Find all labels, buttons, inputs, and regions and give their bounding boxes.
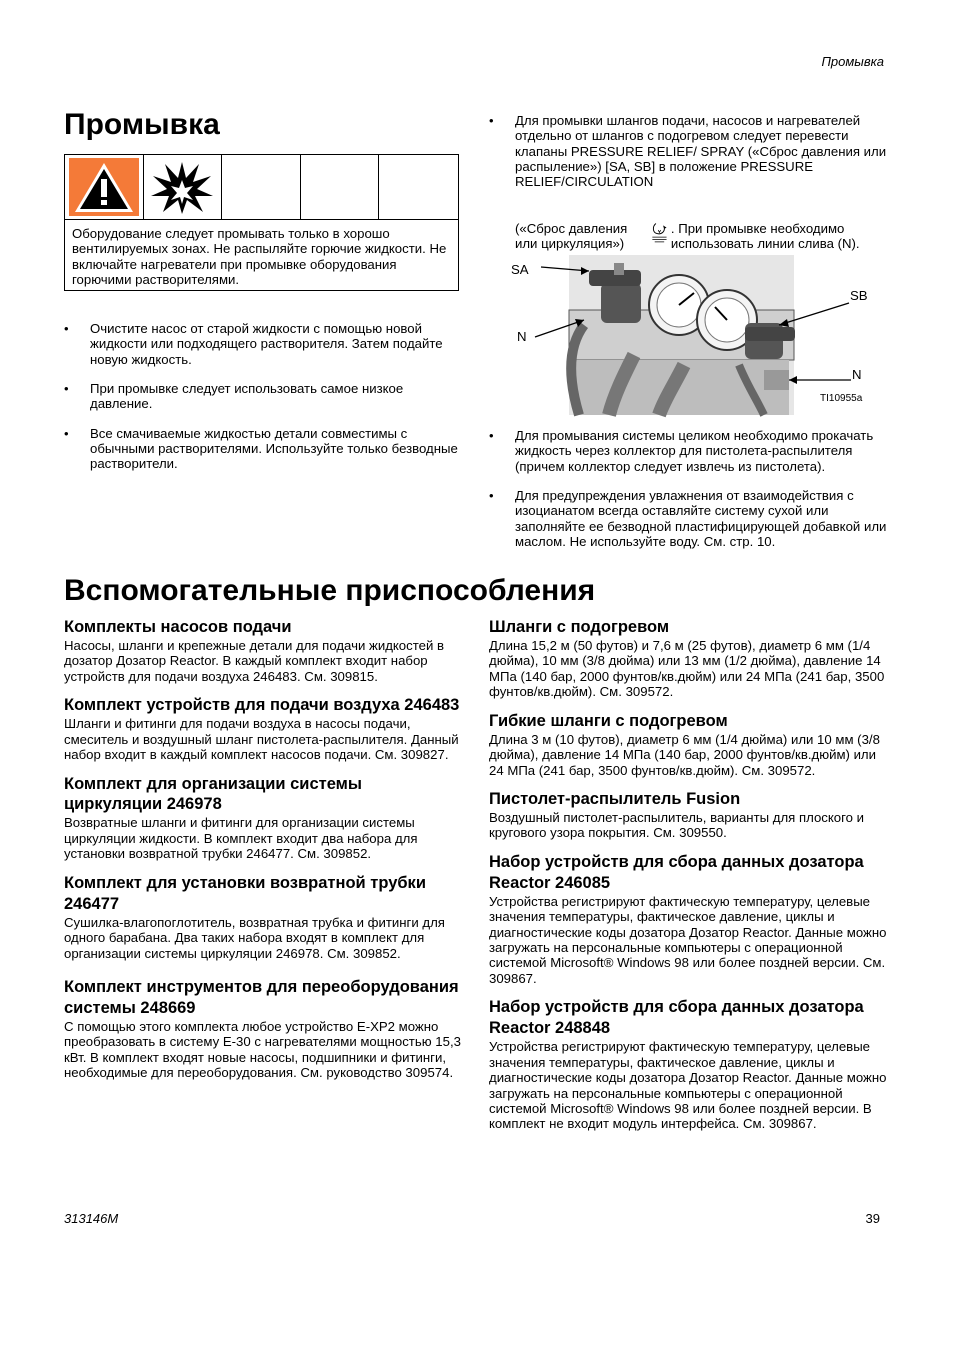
accessory-item bbox=[489, 852, 887, 987]
label-sb: SB bbox=[850, 288, 868, 303]
accessory-item bbox=[489, 997, 887, 1132]
flushing-right-list-top bbox=[489, 113, 887, 190]
accessory-item bbox=[489, 789, 887, 841]
list-item: • Для промывания системы целиком необходимо прокачать жидкость через коллектор для пистолета-распылителя (причем коллектор следует извлечь из пистолета). bbox=[489, 428, 887, 474]
flushing-left-list bbox=[64, 321, 460, 472]
item-heading: Шланги с подогревом bbox=[489, 618, 670, 636]
list-item: • Все смачиваемые жидкостью детали совместимы с обычными растворителями. Используйте только безводные растворители. bbox=[64, 426, 460, 472]
empty-cell bbox=[222, 155, 301, 219]
item-text: Устройства регистрируют фактическую температуру, целевые значения температуры, фактическое давление, циклы и диагностические коды дозатора Дозатор Reactor. Данные можно загружать на персональные компьютеры с операционной системой Microsoft® Windows 98 или более поздней версии. См. 309867. bbox=[489, 893, 887, 986]
item-heading: Набор устройств для сбора данных дозатора Reactor 248848 bbox=[489, 998, 864, 1038]
figure-ref: TI10955a bbox=[820, 393, 863, 404]
item-heading: Комплект для организации системы циркуляции 246978 bbox=[64, 774, 362, 814]
valve-figure bbox=[489, 255, 889, 420]
empty-cell bbox=[301, 155, 380, 219]
accessory-item bbox=[64, 617, 462, 684]
running-header: Промывка bbox=[821, 54, 884, 69]
item-heading: Набор устройств для сбора данных дозатора Reactor 246085 bbox=[489, 852, 864, 892]
item-heading: Комплект для установки возвратной трубки 246477 bbox=[64, 873, 426, 913]
bullet-text: Для промывки шлангов подачи, насосов и нагревателей отдельно от шлангов с подогревом следует перевести клапаны PRESSURE RELIEF/ SPRAY («Сброс давления или распыление») [SA, SB] в положение PRESSURE RELIEF/CIRCULATION bbox=[515, 113, 887, 190]
item-text: Воздушный пистолет-распылитель, варианты для плоского и кругового узора покрытия. См. 309550. bbox=[489, 809, 865, 841]
warning-text: Оборудование следует промывать только в хорошо вентилируемых зонах. Не распыляйте горючие жидкости. Не включайте нагреватели при промывке оборудования горючими растворителями. bbox=[72, 226, 447, 287]
accessory-item bbox=[64, 774, 462, 862]
accessories-right-column bbox=[489, 617, 887, 1143]
warning-symbol-cell bbox=[65, 155, 144, 219]
item-text: Сушилка-влагопоглотитель, возвратная трубка и фитинги для одного барабана. Два таких набора входят в комплект для организации системы циркуляции 246978. См. 309852. bbox=[64, 914, 445, 961]
item-text: Устройства регистрируют фактическую температуру, целевые значения температуры, фактическое давление, циклы и диагностические коды дозатора Дозатор Reactor. Данные можно загружать на персональные компьютеры с операционной системой Microsoft® Windows 98 или более поздней версии. В комплект не входит модуль интерфейса. См. 309867. bbox=[489, 1039, 887, 1132]
doc-number: 313146M bbox=[64, 1211, 119, 1226]
accessory-item bbox=[64, 695, 462, 762]
accessories-left-column bbox=[64, 617, 462, 1092]
list-item: • Очистите насос от старой жидкости с помощью новой жидкости или подходящего растворителя. Затем подайте новую жидкость. bbox=[64, 321, 460, 367]
page-number: 39 bbox=[865, 1211, 880, 1226]
label-n: N bbox=[852, 367, 862, 382]
label-n: N bbox=[517, 329, 527, 344]
pressure-relief-line bbox=[515, 198, 887, 252]
item-text: Насосы, шланги и крепежные детали для подачи жидкостей в дозатор Дозатор Reactor. В каждый комплект входит набор устройств для подачи воздуха 246483. См. 309815. bbox=[64, 637, 444, 684]
section-title-accessories: Вспомогательные приспособления bbox=[64, 574, 596, 607]
list-item: • При промывке следует использовать самое низкое давление. bbox=[64, 381, 460, 412]
item-text: Шланги и фитинги для подачи воздуха в насосы подачи, смеситель и воздушный шланг пистолета-распылителя. Данный набор входит в каждый комплект насосов подачи. См. 309827. bbox=[64, 716, 459, 763]
item-heading: Гибкие шланги с подогревом bbox=[489, 711, 728, 730]
item-text: Возвратные шланги и фитинги для организации системы циркуляции жидкости. В комплект входит два набора для установки возвратной трубки 246477. См. 309852. bbox=[64, 815, 418, 862]
explosion-icon bbox=[149, 158, 215, 216]
flushing-right-list bbox=[489, 428, 887, 549]
accessory-item bbox=[489, 617, 887, 700]
warning-box bbox=[64, 154, 459, 291]
item-text: Длина 3 м (10 футов), диаметр 6 мм (1/4 дюйма) или 10 мм (3/8 дюйма), давление 14 МПа (140 бар, 2000 фунтов/кв.дюйм) или 24 МПа (241 бар, 3500 фунтов/кв.дюйм). См. 309572. bbox=[489, 731, 880, 778]
circulation-valve-icon bbox=[650, 214, 669, 252]
list-item: • Для предупреждения увлажнения от взаимодействия с изоцианатом всегда оставляйте систему сухой или заполняйте ее безводной пластифицирующей добавкой или маслом. Не используйте воду. См. стр. 10. bbox=[489, 488, 887, 549]
explosion-symbol-cell bbox=[144, 155, 223, 219]
warning-triangle-icon bbox=[69, 158, 139, 216]
item-text: Длина 15,2 м (50 футов) и 7,6 м (25 футов), диаметр 6 мм (1/4 дюйма), 10 мм (3/8 дюйма) или 13 мм (1/2 дюйма), давление 14 МПа (140 бар, 2000 фунтов/кв.дюйм) или 24 МПа (241 бар, 3500 фунтов/кв.дюйм). См. 309572. bbox=[489, 637, 885, 700]
accessory-item bbox=[489, 711, 887, 778]
item-text: С помощью этого комплекта любое устройство E-XP2 можно преобразовать в систему E-30 с нагревателями мощностью 15,3 кВт. В комплект входят новые насосы, подшипники и фитинги, необходимые для переоборудования. См. руководство 309574. bbox=[64, 1018, 461, 1081]
accessory-item bbox=[64, 873, 462, 961]
section-title-flushing: Промывка bbox=[64, 108, 220, 141]
item-heading: Комплект устройств для подачи воздуха 246483 bbox=[64, 696, 460, 715]
label-sa: SA bbox=[511, 262, 529, 277]
bullet-text: . При промывке необходимо использовать линии слива (N). bbox=[670, 221, 860, 252]
accessory-item bbox=[64, 977, 462, 1081]
bullet-text: («Сброс давления или циркуляция») bbox=[515, 221, 628, 252]
empty-cell bbox=[379, 155, 458, 219]
item-heading: Пистолет-распылитель Fusion bbox=[489, 789, 741, 808]
list-item bbox=[489, 113, 887, 190]
item-heading: Комплект инструментов для переоборудования системы 248669 bbox=[64, 977, 459, 1017]
item-heading: Комплекты насосов подачи bbox=[64, 618, 292, 636]
